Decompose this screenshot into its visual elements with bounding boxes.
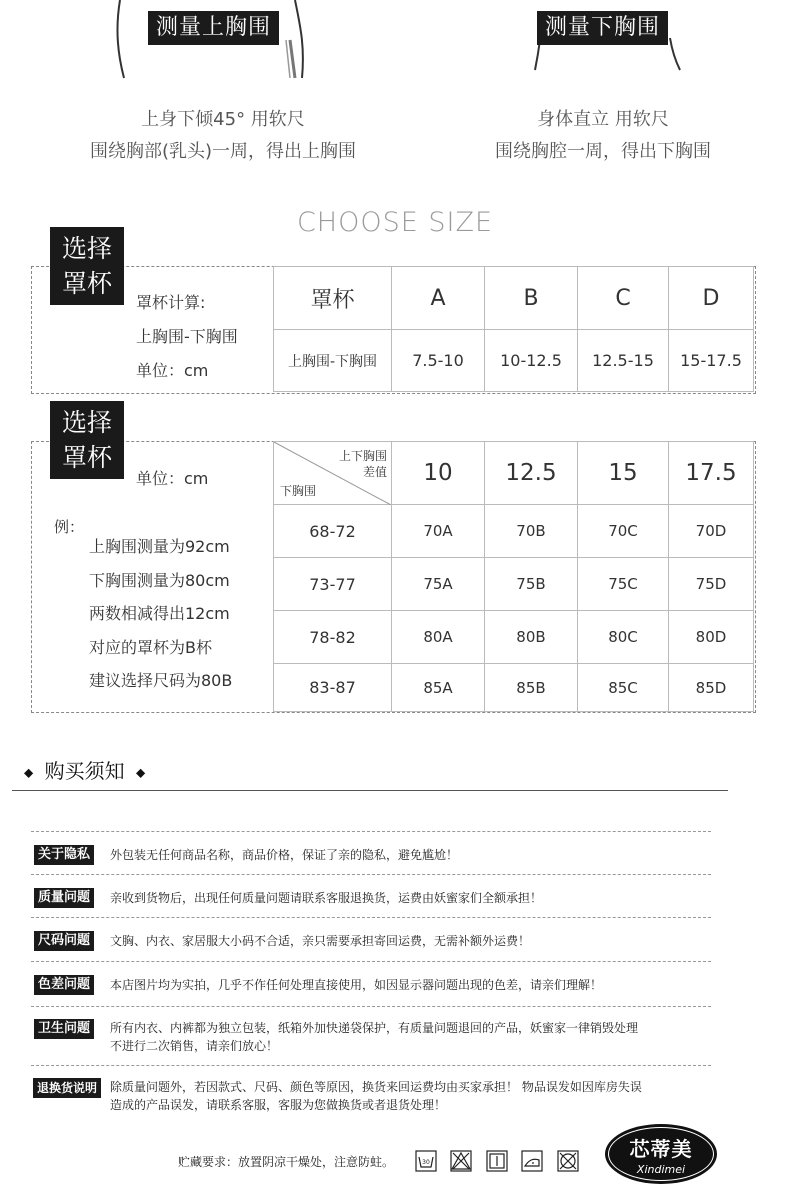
size-cell: 80B [485, 611, 578, 664]
select-cup-tag-2 [50, 401, 124, 479]
select-cup-tag-1-line1: 选择 [61, 234, 112, 263]
note-tag: 色差问题 [34, 975, 94, 995]
cup-header: B [485, 267, 578, 330]
logo-en: Xindimei [636, 1163, 686, 1176]
brand-logo [605, 1124, 717, 1184]
no-dry-clean-icon [557, 1150, 579, 1172]
cup-calc-label: 罩杯计算: [136, 293, 206, 312]
cup-calc-table [273, 266, 754, 392]
table-row [274, 664, 754, 712]
storage-requirement: 贮藏要求：放置阴凉干燥处，注意防蛀。 [178, 1155, 395, 1169]
cup-calc-formula: 上胸围-下胸围 [136, 327, 238, 346]
diamond-icon: ◆ [135, 765, 146, 780]
logo-cn: 芯蒂美 [629, 1137, 693, 1161]
note-text: 本店图片均为实拍，几乎不作任何处理直接使用，如因显示器问题出现的色差，请亲们理解！ [110, 978, 603, 992]
cup-calc-unit: 单位：cm [136, 361, 209, 380]
measure-lower-bust-tag: 测量下胸围 [537, 11, 668, 45]
size-cell: 70D [669, 505, 754, 558]
dry-flat-icon [486, 1150, 508, 1172]
note-tag: 尺码问题 [34, 931, 94, 951]
size-chart-unit: 单位：cm [136, 469, 209, 488]
lower-bust-instructions [438, 104, 768, 168]
choose-size-heading: CHOOSE SIZE [296, 207, 494, 238]
diff-header: 12.5 [485, 442, 578, 505]
notes-heading [24, 755, 145, 784]
note-quality [31, 874, 711, 918]
diagonal-header [274, 442, 392, 505]
no-bleach-icon [450, 1150, 472, 1172]
size-chart-table [273, 441, 754, 712]
underbust-cell: 68-72 [274, 505, 392, 558]
diff-header: 17.5 [669, 442, 754, 505]
cup-header: 罩杯 [274, 267, 392, 330]
select-cup-tag-2-line1: 选择 [61, 408, 112, 437]
cup-cell: 12.5-15 [578, 330, 669, 392]
note-text-line1: 所有内衣、内裤都为独立包装，纸箱外加快递袋保护，有质量问题退回的产品，妖蜜家一律销毁处理 [110, 1021, 639, 1035]
note-tag: 退换货说明 [33, 1078, 101, 1098]
note-text-line2: 不进行二次销售，请亲们放心！ [110, 1039, 279, 1053]
underbust-cell: 83-87 [274, 664, 392, 712]
upper-bust-instructions [58, 104, 388, 168]
notes-divider [12, 790, 728, 791]
size-cell: 75C [578, 558, 669, 611]
select-cup-tag-1 [50, 227, 124, 305]
size-cell: 80D [669, 611, 754, 664]
cup-header: A [392, 267, 485, 330]
measure-upper-bust-tag: 测量上胸围 [148, 11, 279, 45]
note-size [31, 917, 711, 962]
upper-desc-line2: 围绕胸部(乳头)一周，得出上胸围 [89, 141, 357, 162]
cup-cell: 7.5-10 [392, 330, 485, 392]
select-cup-tag-2-line2: 罩杯 [61, 443, 112, 472]
size-cell: 85B [485, 664, 578, 712]
note-color [31, 961, 711, 1007]
underbust-cell: 73-77 [274, 558, 392, 611]
table-row [274, 558, 754, 611]
wash-temp: 30 [422, 1159, 430, 1166]
note-text: 亲收到货物后，出现任何质量问题请联系客服退换货，运费由妖蜜家们全额承担！ [110, 891, 543, 905]
lower-desc-line1: 身体直立 用软尺 [537, 109, 669, 130]
size-cell: 85C [578, 664, 669, 712]
size-cell: 70B [485, 505, 578, 558]
cup-cell: 上胸围-下胸围 [274, 330, 392, 392]
size-cell: 75A [392, 558, 485, 611]
iron-icon [521, 1150, 543, 1172]
select-cup-tag-1-line2: 罩杯 [61, 269, 112, 298]
note-tag: 质量问题 [34, 888, 94, 908]
note-text: 外包装无任何商品名称，商品价格，保证了亲的隐私，避免尴尬！ [110, 848, 459, 862]
cup-header: D [669, 267, 754, 330]
underbust-cell: 78-82 [274, 611, 392, 664]
diff-header: 15 [578, 442, 669, 505]
diag-top-line1: 上下胸围 [338, 449, 387, 463]
table-row [274, 505, 754, 558]
cup-cell: 10-12.5 [485, 330, 578, 392]
example-label: 例： [54, 518, 85, 536]
size-cell: 85D [669, 664, 754, 712]
diamond-icon: ◆ [24, 765, 34, 780]
note-text-line2: 造成的产品误发，请联系客服，客服为您做换货或者退货处理！ [110, 1098, 447, 1112]
hand-wash-icon [415, 1150, 437, 1172]
note-returns [31, 1065, 711, 1126]
cup-header: C [578, 267, 669, 330]
size-cell: 70C [578, 505, 669, 558]
size-cell: 75B [485, 558, 578, 611]
example-line: 两数相减得出12cm [89, 604, 230, 623]
notes-title: 购买须知 [44, 759, 125, 783]
lower-desc-line2: 围绕胸腔一周，得出下胸围 [495, 141, 711, 162]
example-line: 对应的罩杯为B杯 [89, 638, 212, 657]
note-text [110, 1019, 700, 1055]
size-cell: 80C [578, 611, 669, 664]
note-text-line1: 除质量问题外，若因款式、尺码、颜色等原因，换货来回运费均由买家承担！ 物品误发如因库房失误 [110, 1080, 642, 1094]
example-line: 建议选择尺码为80B [89, 671, 233, 690]
note-tag: 关于隐私 [34, 845, 94, 865]
cup-cell: 15-17.5 [669, 330, 754, 392]
example-line: 下胸围测量为80cm [89, 571, 230, 590]
size-cell: 85A [392, 664, 485, 712]
upper-desc-line1: 上身下倾45° 用软尺 [141, 109, 305, 130]
size-cell: 70A [392, 505, 485, 558]
note-hygiene [31, 1006, 711, 1065]
example-line: 上胸围测量为92cm [89, 537, 230, 556]
diag-bottom: 下胸围 [280, 484, 317, 498]
note-tag: 卫生问题 [34, 1019, 94, 1039]
diff-header: 10 [392, 442, 485, 505]
note-privacy [31, 831, 711, 874]
diag-top-line2: 差值 [362, 465, 387, 479]
size-cell: 80A [392, 611, 485, 664]
table-row [274, 611, 754, 664]
size-cell: 75D [669, 558, 754, 611]
note-text [110, 1078, 700, 1114]
note-text: 文胸、内衣、家居服大小码不合适，亲只需要承担寄回运费，无需补额外运费！ [110, 934, 531, 948]
